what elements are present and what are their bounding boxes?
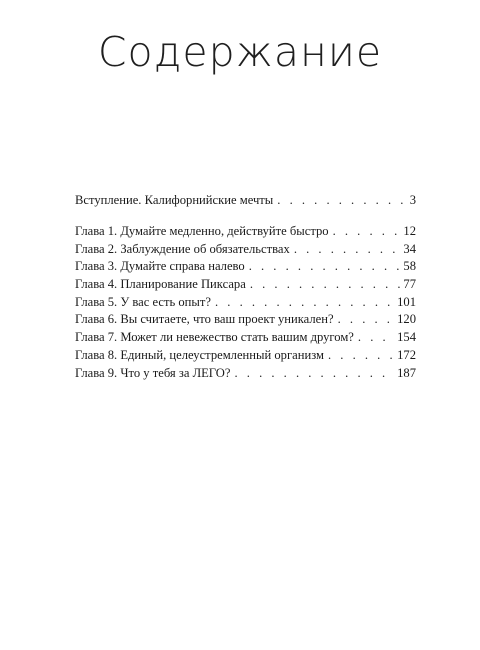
toc-entry-chapter-6 (75, 311, 416, 329)
toc-entry-page: 187 (397, 365, 416, 380)
toc-entry-page: 154 (397, 330, 416, 345)
toc-entry-page: 172 (397, 347, 416, 362)
toc-entry-label: Глава 1. Думайте медленно, действуйте быстро (75, 224, 329, 238)
toc-entry-label: Глава 9. Что у тебя за ЛЕГО? (75, 365, 231, 380)
toc-leader-dots (249, 258, 401, 276)
toc-leader-dots (328, 347, 394, 365)
toc-entry-label: Глава 3. Думайте справа налево (75, 259, 245, 274)
toc-leader-dots (358, 329, 394, 347)
toc-entry-page: 12 (403, 224, 416, 238)
toc-entry-chapter-2 (75, 241, 416, 259)
toc-entry-label: Глава 6. Вы считаете, что ваш проект уникален? (75, 312, 334, 327)
toc-entry-label: Глава 5. У вас есть опыт? (75, 294, 211, 309)
toc-entry-chapter-9 (75, 365, 416, 383)
toc-leader-dots (338, 311, 395, 329)
toc-entry-label: Глава 8. Единый, целеустремленный организм (75, 347, 324, 362)
toc-entry-label: Глава 7. Может ли невежество стать вашим другом? (75, 330, 354, 345)
toc-entry-chapter-5 (75, 294, 416, 312)
toc-entry-page: 120 (397, 312, 416, 327)
toc-leader-dots (250, 276, 401, 294)
toc-entry-chapter-8 (75, 347, 416, 365)
toc-leader-dots (234, 365, 394, 383)
toc-entry-page: 3 (409, 193, 416, 207)
toc-entry-chapter-1 (75, 223, 416, 241)
toc-leader-dots (294, 241, 401, 259)
page-title: Содержание (97, 28, 383, 76)
toc-leader-dots (215, 294, 394, 312)
toc-entry-chapter-4 (75, 276, 416, 294)
toc-entry-label: Вступление. Калифорнийские мечты (75, 193, 274, 207)
toc-leader-dots (277, 192, 406, 210)
toc-entry-chapter-7 (75, 329, 416, 347)
toc-entry-page: 77 (403, 277, 416, 292)
toc-leader-dots (333, 223, 401, 241)
toc-entry-page: 58 (403, 259, 416, 274)
toc-intro-section (75, 192, 416, 210)
toc-entry-page: 34 (403, 241, 416, 256)
toc-entry-intro (75, 192, 416, 210)
toc-chapter-list (75, 223, 416, 382)
toc-entry-label: Глава 2. Заблуждение об обязательствах (75, 241, 290, 256)
toc-entry-page: 101 (397, 294, 416, 309)
toc-entry-label: Глава 4. Планирование Пиксара (75, 277, 246, 292)
toc-entry-chapter-3 (75, 258, 416, 276)
